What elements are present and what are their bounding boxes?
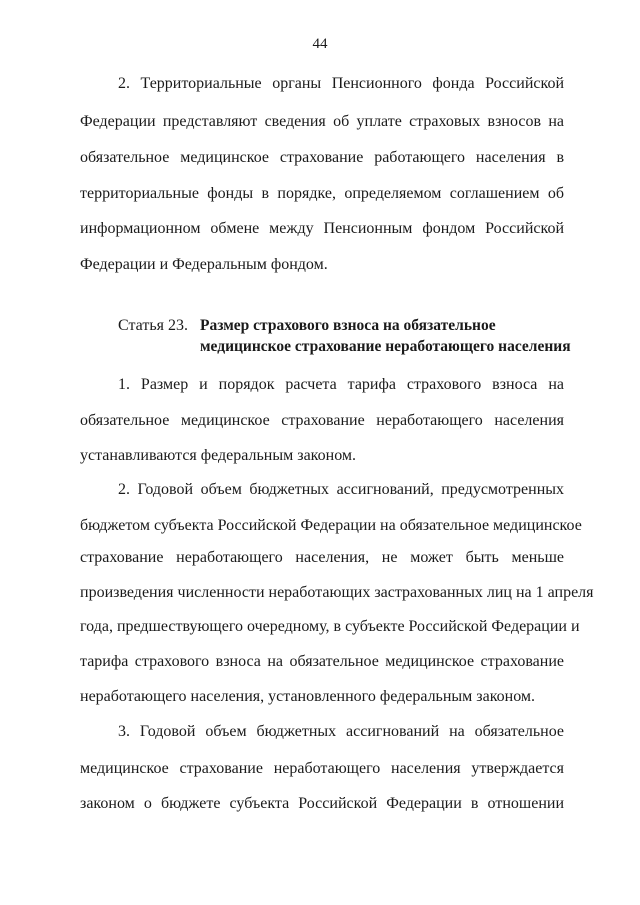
paragraph-line: обязательное медицинское страхование неработающего населения <box>80 412 564 429</box>
paragraph-line: территориальные фонды в порядке, определяемом соглашением об <box>80 185 564 202</box>
page-number: 44 <box>312 36 328 52</box>
paragraph-line: Федерации представляют сведения об уплате страховых взносов на <box>80 113 564 130</box>
paragraph-line: законом о бюджете субъекта Российской Федерации в отношении <box>80 795 564 812</box>
article-label: Статья 23. <box>118 317 188 334</box>
paragraph-line: Федерации и Федеральным фондом. <box>80 256 328 273</box>
article-title-line: Размер страхового взноса на обязательное <box>200 317 496 334</box>
paragraph-line: тарифа страхового взноса на обязательное медицинское страхование <box>80 653 564 670</box>
paragraph-line: произведения численности неработающих застрахованных лиц на 1 апреля <box>80 584 594 601</box>
paragraph-line: медицинское страхование неработающего населения утверждается <box>80 760 564 777</box>
paragraph-line: неработающего населения, установленного федеральным законом. <box>80 688 536 705</box>
paragraph-line: года, предшествующего очередному, в субъекте Российской Федерации и <box>80 618 580 635</box>
paragraph-line: бюджетом субъекта Российской Федерации на обязательное медицинское <box>80 517 582 534</box>
paragraph-line: обязательное медицинское страхование работающего населения в <box>80 149 564 166</box>
paragraph-line: 2. Территориальные органы Пенсионного фонда Российской <box>118 75 564 92</box>
paragraph-line: 3. Годовой объем бюджетных ассигнований на обязательное <box>118 723 564 740</box>
paragraph-line: страхование неработающего населения, не может быть меньше <box>80 549 564 566</box>
paragraph-line: информационном обмене между Пенсионным фондом Российской <box>80 220 564 237</box>
paragraph-line: 2. Годовой объем бюджетных ассигнований, предусмотренных <box>118 481 564 498</box>
paragraph-line: устанавливаются федеральным законом. <box>80 447 357 464</box>
paragraph-line: 1. Размер и порядок расчета тарифа страхового взноса на <box>118 376 564 393</box>
article-title-line: медицинское страхование неработающего населения <box>200 338 571 355</box>
